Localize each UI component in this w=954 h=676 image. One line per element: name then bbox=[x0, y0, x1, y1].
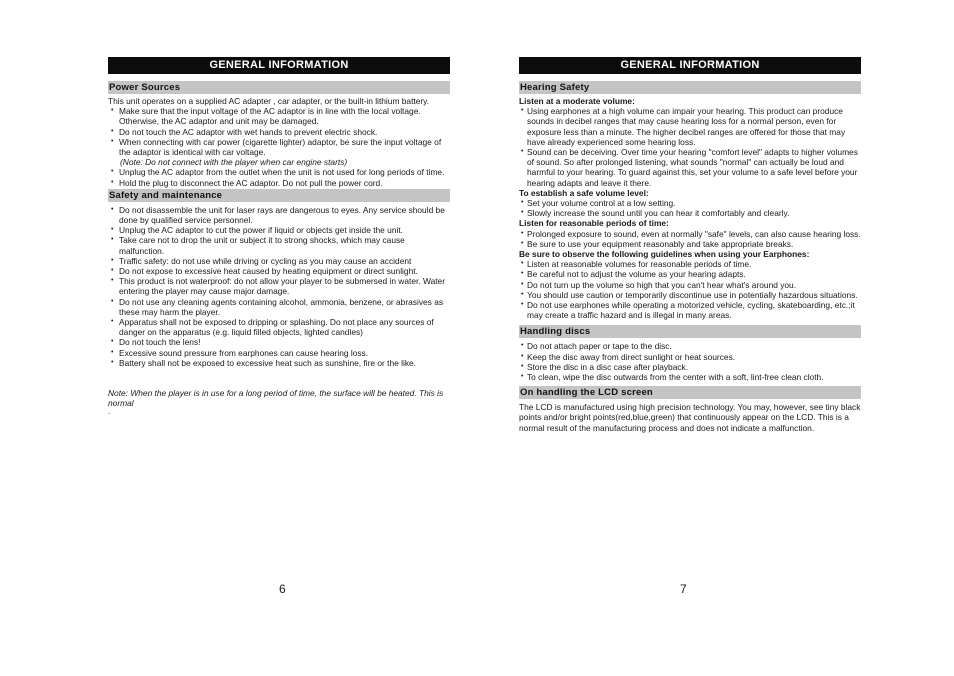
list-item: • Prolonged exposure to sound, even at normally "safe" levels, can also cause hearing loss. bbox=[519, 229, 861, 239]
handling-discs-heading: Handling discs bbox=[519, 325, 861, 338]
list-item: • Keep the disc away from direct sunlight or heat sources. bbox=[519, 352, 861, 362]
left-header-banner: GENERAL INFORMATION bbox=[108, 57, 450, 74]
list-item: • This product is not waterproof: do not allow your player to be submersed in water. Water entering the player may cause major damage. bbox=[108, 276, 450, 296]
list-item: • Be careful not to adjust the volume as your hearing adapts. bbox=[519, 269, 861, 279]
lcd-screen-heading: On handling the LCD screen bbox=[519, 386, 861, 399]
list-item: • Do not disassemble the unit for laser rays are dangerous to eyes. Any service should be done by qualified service personnel. bbox=[108, 205, 450, 225]
power-intro: This unit operates on a supplied AC adapter , car adapter, or the built-in lithium battery. bbox=[108, 96, 430, 106]
list-item: • Make sure that the input voltage of the AC adaptor is in line with the local voltage. Otherwise, the AC adaptor and unit may be damaged. bbox=[108, 106, 450, 126]
list-item: • Do not attach paper or tape to the disc. bbox=[519, 341, 861, 351]
heat-note: Note: When the player is in use for a long period of time, the surface will be heated. This is normal bbox=[108, 388, 444, 409]
trailing-dot: . bbox=[108, 407, 111, 417]
list-item: • Slowly increase the sound until you can hear it comfortably and clearly. bbox=[519, 208, 861, 218]
list-item: • Do not turn up the volume so high that you can't hear what's around you. bbox=[519, 280, 861, 290]
list-item: • Listen at reasonable volumes for reasonable periods of time. bbox=[519, 259, 861, 269]
list-item: • Do not expose to excessive heat caused by heating equipment or direct sunlight. bbox=[108, 266, 450, 276]
page-number-left: 6 bbox=[279, 582, 286, 596]
right-page bbox=[519, 57, 861, 433]
list-item: • When connecting with car power (cigarette lighter) adaptor, be sure the input voltage of the adaptor is identical with car voltage. bbox=[108, 137, 450, 157]
lcd-text: The LCD is manufactured using high precision technology. You may, however, see tiny black points and/or bright points(red,blue,green) that continuously appear on the LCD. This is a normal result of the manufacturing process and does not indicate a malfunction. bbox=[519, 402, 861, 433]
hearing-list-1 bbox=[519, 106, 861, 188]
hearing-safety-heading: Hearing Safety bbox=[519, 81, 861, 94]
left-page bbox=[108, 57, 450, 416]
list-item: • Battery shall not be exposed to excessive heat such as sunshine, fire or the like. bbox=[108, 358, 450, 368]
list-item: • Hold the plug to disconnect the AC adaptor. Do not pull the power cord. bbox=[108, 178, 450, 188]
list-item: • Do not use earphones while operating a motorized vehicle, cycling, skateboarding, etc.;it may create a traffic hazard and is illegal in many areas. bbox=[519, 300, 861, 320]
list-item: • Sound can be deceiving. Over time your hearing "comfort level" adapts to higher volumes of sound. So after prolonged listening, what sounds "normal" can actually be loud and harmful to your hearing. To guard against this, set your volume to a safe level before your hearing adapts and leave it there. bbox=[519, 147, 861, 188]
hearing-list-2 bbox=[519, 198, 861, 218]
list-item: • Unplug the AC adaptor to cut the power if liquid or objects get inside the unit. bbox=[108, 225, 450, 235]
list-item: • Do not touch the lens! bbox=[108, 337, 450, 347]
safety-list bbox=[108, 205, 450, 368]
power-sources-heading: Power Sources bbox=[108, 81, 450, 94]
list-item: • Do not touch the AC adaptor with wet hands to prevent electric shock. bbox=[108, 127, 450, 137]
list-item: • Take care not to drop the unit or subject it to strong shocks, which may cause malfunction. bbox=[108, 235, 450, 255]
list-item: • Apparatus shall not be exposed to dripping or splashing. Do not place any sources of danger on the apparatus (e.g. liquid filled objects, lighted candles) bbox=[108, 317, 450, 337]
list-item: • Unplug the AC adaptor from the outlet when the unit is not used for long periods of time. bbox=[108, 167, 450, 177]
hearing-list-3 bbox=[519, 229, 861, 249]
list-item: • Store the disc in a disc case after playback. bbox=[519, 362, 861, 372]
right-header-banner: GENERAL INFORMATION bbox=[519, 57, 861, 74]
list-item: • Do not use any cleaning agents containing alcohol, ammonia, benzene, or abrasives as these may harm the player. bbox=[108, 297, 450, 317]
hearing-list-4 bbox=[519, 259, 861, 320]
safe-volume-subheading: To establish a safe volume level: bbox=[519, 187, 649, 198]
list-item: • Traffic safety: do not use while driving or cycling as you may cause an accident bbox=[108, 256, 450, 266]
guidelines-subheading: Be sure to observe the following guidelines when using your Earphones: bbox=[519, 249, 810, 260]
list-item: • Be sure to use your equipment reasonably and take appropriate breaks. bbox=[519, 239, 861, 249]
power-list bbox=[108, 106, 450, 157]
list-item: • Set your volume control at a low setting. bbox=[519, 198, 861, 208]
power-list-2 bbox=[108, 167, 450, 187]
safety-heading: Safety and maintenance bbox=[108, 189, 450, 202]
list-item: • Using earphones at a high volume can impair your hearing. This product can produce sounds in decibel ranges that may cause hearing loss for a normal person, even for exposure less than a minute. The higher decibel ranges are offered for those that may have already experienced some hearing loss. bbox=[519, 106, 861, 147]
list-item: • Excessive sound pressure from earphones can cause hearing loss. bbox=[108, 348, 450, 358]
list-item: • You should use caution or temporarily discontinue use in potentially hazardous situations. bbox=[519, 290, 861, 300]
discs-list bbox=[519, 341, 861, 382]
moderate-volume-subheading: Listen at a moderate volume: bbox=[519, 96, 635, 106]
reasonable-periods-subheading: Listen for reasonable periods of time: bbox=[519, 218, 669, 229]
page-number-right: 7 bbox=[680, 582, 687, 596]
list-item: • To clean, wipe the disc outwards from the center with a soft, lint-free clean cloth. bbox=[519, 372, 861, 382]
power-note: (Note: Do not connect with the player when car engine starts) bbox=[120, 157, 348, 168]
